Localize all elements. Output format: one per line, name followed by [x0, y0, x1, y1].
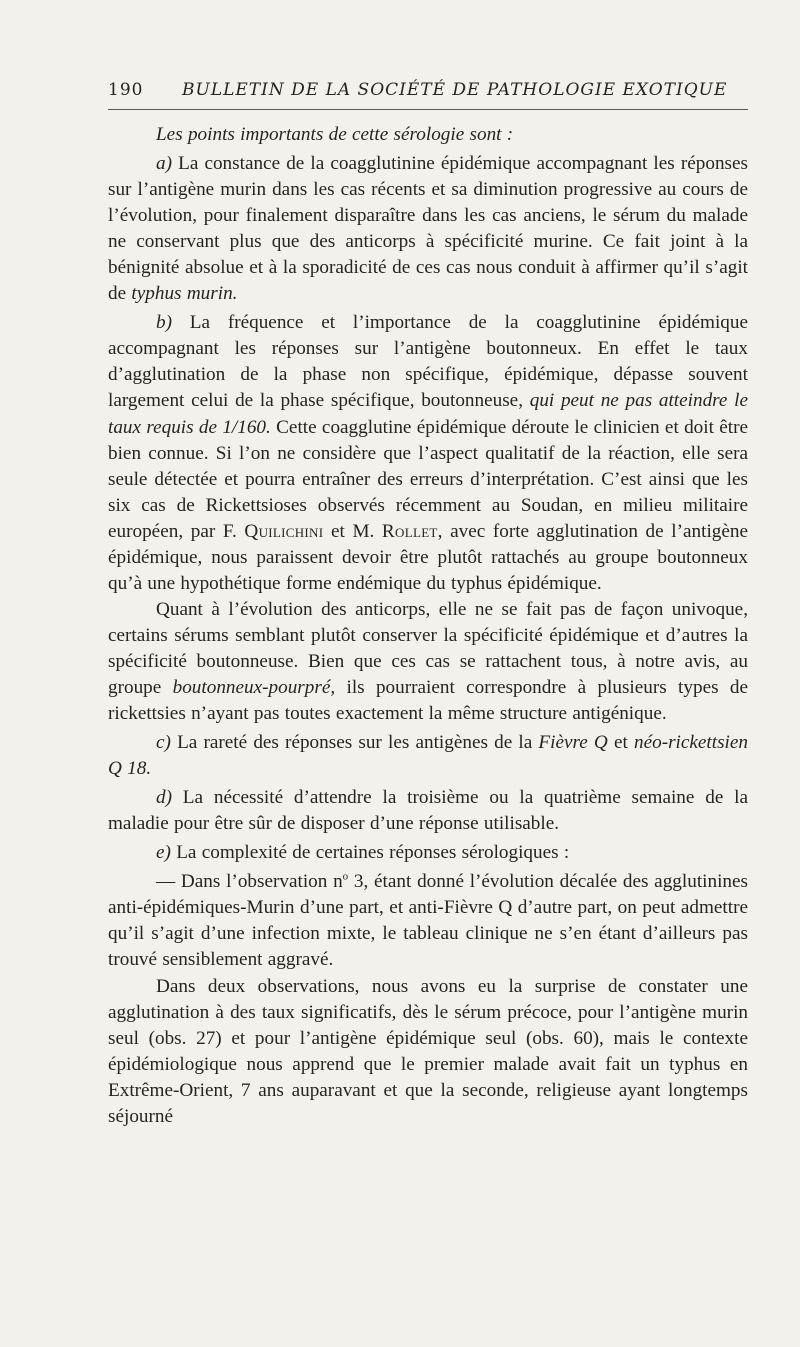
observation-paragraph — [108, 869, 748, 973]
point-c-emphasis-1: Fièvre Q — [538, 732, 608, 754]
point-e-tag: e) — [156, 842, 171, 864]
point-e-text: La complexité de certaines réponses sérologiques : — [176, 842, 570, 864]
ordinal-marker: o — [342, 870, 349, 883]
point-b-text-2: Cette coagglutine épidémique déroute le clinicien et doit être bien connue. Si l’on ne considère que l’aspect qualitatif de la réaction, elle sera seule détectée et pourra entraîner des erreurs d’interprétation. C’est ainsi que les six cas de Rickettsioses observés récemment au Soudan, en milieu militaire européen, par F. — [108, 416, 748, 542]
evolution-paragraph — [108, 597, 748, 727]
point-b-text-1: La fréquence et l’importance de la coagglutinine épidémique accompagnant les réponses sur l’antigène boutonneux. En effet le taux d’agglutination de la phase non spécifique, épidémique, dépasse souvent largement celui de la phase spécifique, boutonneuse, — [108, 312, 748, 412]
point-b-text-4: , avec forte agglutination de l’antigène épidémique, nous paraissent devoir être plutôt rattachés au groupe boutonneux qu’à une hypothétique forme endémique du typhus épidémique. — [108, 520, 748, 594]
two-observations-paragraph — [108, 974, 748, 1130]
point-a-emphasis: typhus murin. — [131, 283, 238, 305]
two-observations-text: Dans deux observations, nous avons eu la surprise de constater une agglutination à des taux significatifs, dès le sérum précoce, pour l’antigène murin seul (obs. 27) et pour l’antigène épidémique seul (obs. 60), mais le contexte épidémiologique nous apprend que le premier malade avait fait un typhus en Extrême-Orient, 7 ans auparavant et que la seconde, religieuse ayant longtemps séjourné — [108, 975, 748, 1127]
point-b-paragraph — [108, 310, 748, 597]
point-b-text-3: et M. — [323, 520, 382, 542]
point-c-tag: c) — [156, 732, 171, 754]
point-a-text: La constance de la coagglutinine épidémique accompagnant les réponses sur l’antigène murin dans les cas récents et sa diminution progressive au cours de l’évolution, pour finalement disparaître dans les cas anciens, le sérum du malade ne conservant plus que des anticorps à spécificité murine. Ce fait joint à la bénignité absolue et à la sporadicité de ces cas nous conduit à affirmer qu’il s’agit de — [108, 153, 748, 305]
point-b-tag: b) — [156, 312, 172, 334]
point-c-paragraph — [108, 730, 748, 782]
point-e-paragraph — [108, 840, 748, 866]
intro-paragraph — [108, 122, 748, 148]
journal-title: BULLETIN DE LA SOCIÉTÉ DE PATHOLOGIE EXOTIQUE — [182, 80, 728, 100]
observation-text: 3, étant donné l’évolution décalée des agglutinines anti-épidémiques-Murin d’une part, et anti-Fièvre Q d’autre part, on peut admettre qu’il s’agit d’une infection mixte, le tableau clinique ne s’en étant d’ailleurs pas trouvé sensiblement aggravé. — [108, 871, 748, 971]
author-quilichini: Quilichini — [244, 520, 324, 542]
point-d-tag: d) — [156, 787, 172, 809]
page-number: 190 — [108, 80, 144, 100]
point-c-emphasis-2: néo-rickettsien Q 18. — [108, 732, 748, 780]
evolution-emphasis: boutonneux-pourpré, — [172, 676, 336, 698]
point-c-text-1: La rareté des réponses sur les antigènes de la — [177, 732, 539, 754]
article-body — [108, 122, 748, 1130]
point-a-tag: a) — [156, 153, 172, 175]
running-header — [108, 80, 748, 106]
point-c-text-2: et — [607, 732, 634, 754]
point-d-paragraph — [108, 785, 748, 837]
point-a-paragraph — [108, 151, 748, 307]
header-rule — [108, 109, 748, 110]
intro-text: Les points importants de cette sérologie sont : — [156, 124, 514, 145]
observation-lead: — Dans l’observation n — [156, 871, 343, 893]
author-rollet: Rollet — [381, 520, 438, 542]
point-b-emphasis: qui peut ne pas atteindre le taux requis de 1/160. — [108, 390, 748, 438]
evolution-text-2: ils pourraient correspondre à plusieurs types de rickettsies n’ayant pas toutes exactement la même structure antigénique. — [108, 676, 748, 725]
evolution-text-1: Quant à l’évolution des anticorps, elle ne se fait pas de façon univoque, certains sérums semblant plutôt conserver la spécificité épidémique et d’autres la spécificité boutonneuse. Bien que ces cas se rattachent tous, à notre avis, au groupe — [108, 598, 748, 698]
point-d-text: La nécessité d’attendre la troisième ou la quatrième semaine de la maladie pour être sûr de disposer d’une réponse utilisable. — [108, 787, 748, 835]
